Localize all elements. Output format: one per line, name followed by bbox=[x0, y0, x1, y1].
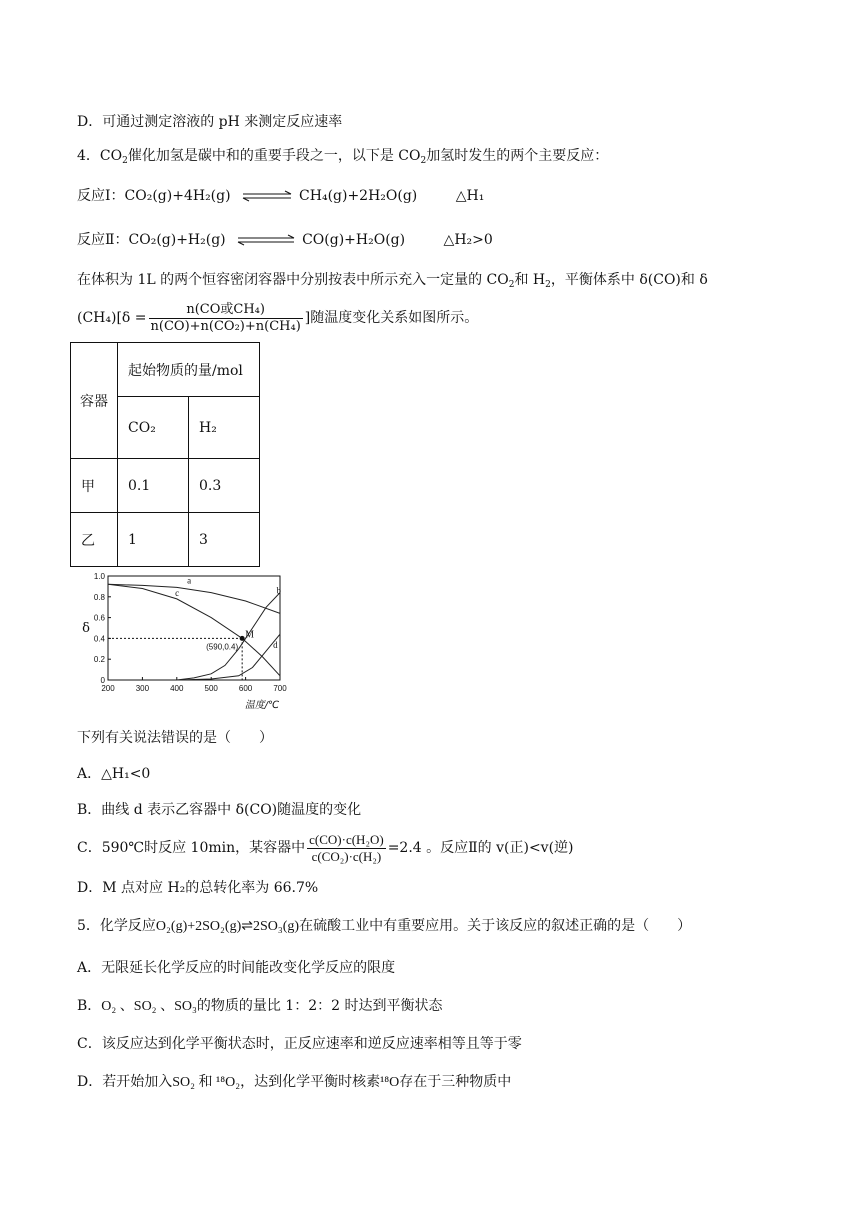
q5-option-d-isotope: ¹⁸O bbox=[380, 1075, 400, 1090]
q4-option-a-text: A．△H₁<0 bbox=[77, 766, 151, 782]
q4-stem: 4．$CO_2$催化加氢是碳中和的重要手段之一，以下是 $CO_2$加氢时发生的两个主要反应： bbox=[77, 148, 609, 166]
delta-fraction bbox=[149, 302, 303, 335]
q5-option-d-species: SO₂ 和 ¹⁸O₂ bbox=[172, 1075, 241, 1090]
table-cell: 乙 bbox=[71, 513, 118, 567]
y-tick-label: 0.6 bbox=[93, 613, 105, 623]
delta-definition bbox=[77, 298, 478, 338]
q3-option-d bbox=[77, 112, 342, 132]
delta-numerator: n(CO或CH₄) bbox=[149, 302, 303, 319]
q5-option-b-part: B． bbox=[77, 998, 102, 1014]
q4-question-text: 下列有关说法错误的是（ ） bbox=[77, 730, 273, 746]
reaction-2 bbox=[77, 230, 493, 250]
q5-option-d-part: 存在于三种物质中 bbox=[399, 1074, 512, 1090]
reaction-2-label: 反应Ⅱ： bbox=[77, 232, 129, 248]
point-m-label: M bbox=[245, 629, 255, 641]
q4-option-c bbox=[77, 828, 574, 868]
x-tick-label: 200 bbox=[101, 684, 115, 693]
x-tick-label: 400 bbox=[170, 684, 184, 693]
q5-option-c bbox=[77, 1034, 522, 1054]
q4-conditions-part: 和 H bbox=[514, 272, 546, 288]
q4-option-b bbox=[77, 800, 361, 820]
y-tick-label: 1.0 bbox=[93, 572, 105, 581]
reaction-1-enthalpy: △H₁ bbox=[455, 188, 485, 204]
y-axis-label: δ bbox=[82, 621, 90, 636]
y-tick-label: 0.8 bbox=[93, 592, 105, 602]
q5-option-a-text: A．无限延长化学反应的时间能改变化学反应的限度 bbox=[77, 960, 396, 976]
y-tick-label: 0.2 bbox=[93, 655, 105, 665]
reaction-1 bbox=[77, 186, 484, 206]
series-line-c bbox=[108, 584, 280, 676]
series-line-a bbox=[108, 584, 280, 613]
delta-prefix: (CH₄)[δ = bbox=[77, 310, 147, 326]
plot-frame bbox=[108, 576, 280, 680]
q4-stem-part: 加氢时发生的两个主要反应： bbox=[426, 148, 609, 164]
quotient-denominator: c(CO₂)·c(H₂) bbox=[311, 848, 382, 864]
q4-conditions-part: 在体积为 1L 的两个恒容密闭容器中分别按表中所示充入一定量的 CO bbox=[77, 272, 509, 288]
table-row bbox=[71, 513, 260, 567]
series-label-c: c bbox=[175, 587, 180, 598]
table-cell: 甲 bbox=[71, 459, 118, 513]
initial-amount-table bbox=[70, 342, 260, 567]
x-tick-label: 300 bbox=[135, 684, 150, 693]
reaction-1-label: 反应Ⅰ： bbox=[77, 188, 125, 204]
q4-option-d-text: D．M 点对应 H₂的总转化率为 66.7% bbox=[77, 880, 319, 896]
x-axis-label: 温度/℃ bbox=[244, 700, 280, 711]
table-cell: 0.3 bbox=[189, 459, 260, 513]
table-row bbox=[71, 459, 260, 513]
table-cell: 0.1 bbox=[118, 459, 189, 513]
q3-option-d-text: D．可通过测定溶液的 pH 来测定反应速率 bbox=[77, 114, 343, 130]
q5-option-a bbox=[77, 958, 395, 978]
q4-option-c-part: =2.4 。反应Ⅱ的 v(正)<v(逆) bbox=[387, 840, 574, 856]
y-tick-label: 0 bbox=[100, 676, 105, 685]
reaction-2-products: CO(g)+H₂O(g) bbox=[302, 232, 406, 248]
reaction-1-reactants: CO₂(g)+4H₂(g) bbox=[124, 188, 231, 204]
q4-conditions: 在体积为 1L 的两个恒容密闭容器中分别按表中所示充入一定量的 $CO_2$和 $H_2$，平衡体系中 δ(CO)和 δ bbox=[77, 272, 708, 290]
reaction-2-enthalpy: △H₂>0 bbox=[443, 232, 493, 248]
q5-stem bbox=[77, 916, 691, 937]
delta-temperature-chart bbox=[78, 570, 288, 720]
q4-stem-part: 催化加氢是碳中和的重要手段之一，以下是 CO bbox=[127, 148, 421, 164]
x-tick-label: 700 bbox=[273, 684, 287, 693]
delta-suffix: ]随温度变化关系如图所示。 bbox=[304, 310, 479, 326]
reaction-1-products: CH₄(g)+2H₂O(g) bbox=[299, 188, 418, 204]
q5-option-b bbox=[77, 996, 442, 1017]
series-label-d: d bbox=[273, 639, 278, 650]
equilibrium-arrow-icon bbox=[241, 190, 293, 202]
y-tick-label: 0.4 bbox=[93, 634, 105, 644]
q5-option-d-part: D．若开始加入 bbox=[77, 1074, 173, 1090]
q4-question bbox=[77, 728, 273, 748]
reaction-2-reactants: CO₂(g)+H₂(g) bbox=[128, 232, 226, 248]
q4-conditions-part: ，平衡体系中 δ(CO)和 δ bbox=[550, 272, 708, 288]
quotient-numerator: c(CO)·c(H₂O) bbox=[309, 831, 384, 847]
q4-option-a bbox=[77, 764, 150, 784]
table-header-container: 容器 bbox=[71, 343, 118, 459]
q4-option-b-text: B．曲线 d 表示乙容器中 δ(CO)随温度的变化 bbox=[77, 802, 362, 818]
table-header-h2: H₂ bbox=[189, 397, 260, 459]
q5-option-c-text: C．该反应达到化学平衡状态时，正反应速率和逆反应速率相等且等于零 bbox=[77, 1036, 522, 1052]
delta-denominator: n(CO)+n(CO₂)+n(CH₄) bbox=[150, 318, 301, 334]
series-line-b bbox=[177, 593, 280, 680]
x-tick-label: 500 bbox=[204, 684, 218, 693]
q4-option-c-part: C．590℃时反应 10min，某容器中 bbox=[77, 840, 306, 856]
point-m-coordinate-label: (590,0.4) bbox=[206, 642, 239, 652]
x-tick-label: 600 bbox=[238, 684, 253, 693]
point-m bbox=[240, 636, 245, 641]
q5-equation: O₂(g)+2SO₂(g)⇌2SO₃(g) bbox=[155, 919, 300, 934]
series-line-d bbox=[177, 634, 280, 680]
table-cell: 1 bbox=[118, 513, 189, 567]
q4-option-d bbox=[77, 878, 318, 898]
q5-option-d-part: ，达到化学平衡时核素 bbox=[240, 1074, 381, 1090]
q5-option-d bbox=[77, 1072, 511, 1093]
q5-stem-part: 在硫酸工业中有重要应用。关于该反应的叙述正确的是（ ） bbox=[299, 918, 692, 934]
table-header-co2: CO₂ bbox=[118, 397, 189, 459]
table-header-start-amount: 起始物质的量/mol bbox=[118, 343, 260, 397]
q4-stem-part: 4．CO bbox=[77, 148, 123, 164]
series-label-a: a bbox=[187, 575, 192, 586]
table-cell: 3 bbox=[189, 513, 260, 567]
q5-option-b-species: O₂ 、SO₂ 、SO₃ bbox=[101, 999, 197, 1014]
q5-stem-part: 5．化学反应 bbox=[77, 918, 156, 934]
series-label-b: b bbox=[276, 585, 282, 596]
equilibrium-arrow-icon bbox=[236, 234, 296, 246]
concentration-quotient bbox=[307, 832, 386, 865]
q5-option-b-part: 的物质的量比 1：2：2 时达到平衡状态 bbox=[196, 998, 443, 1014]
